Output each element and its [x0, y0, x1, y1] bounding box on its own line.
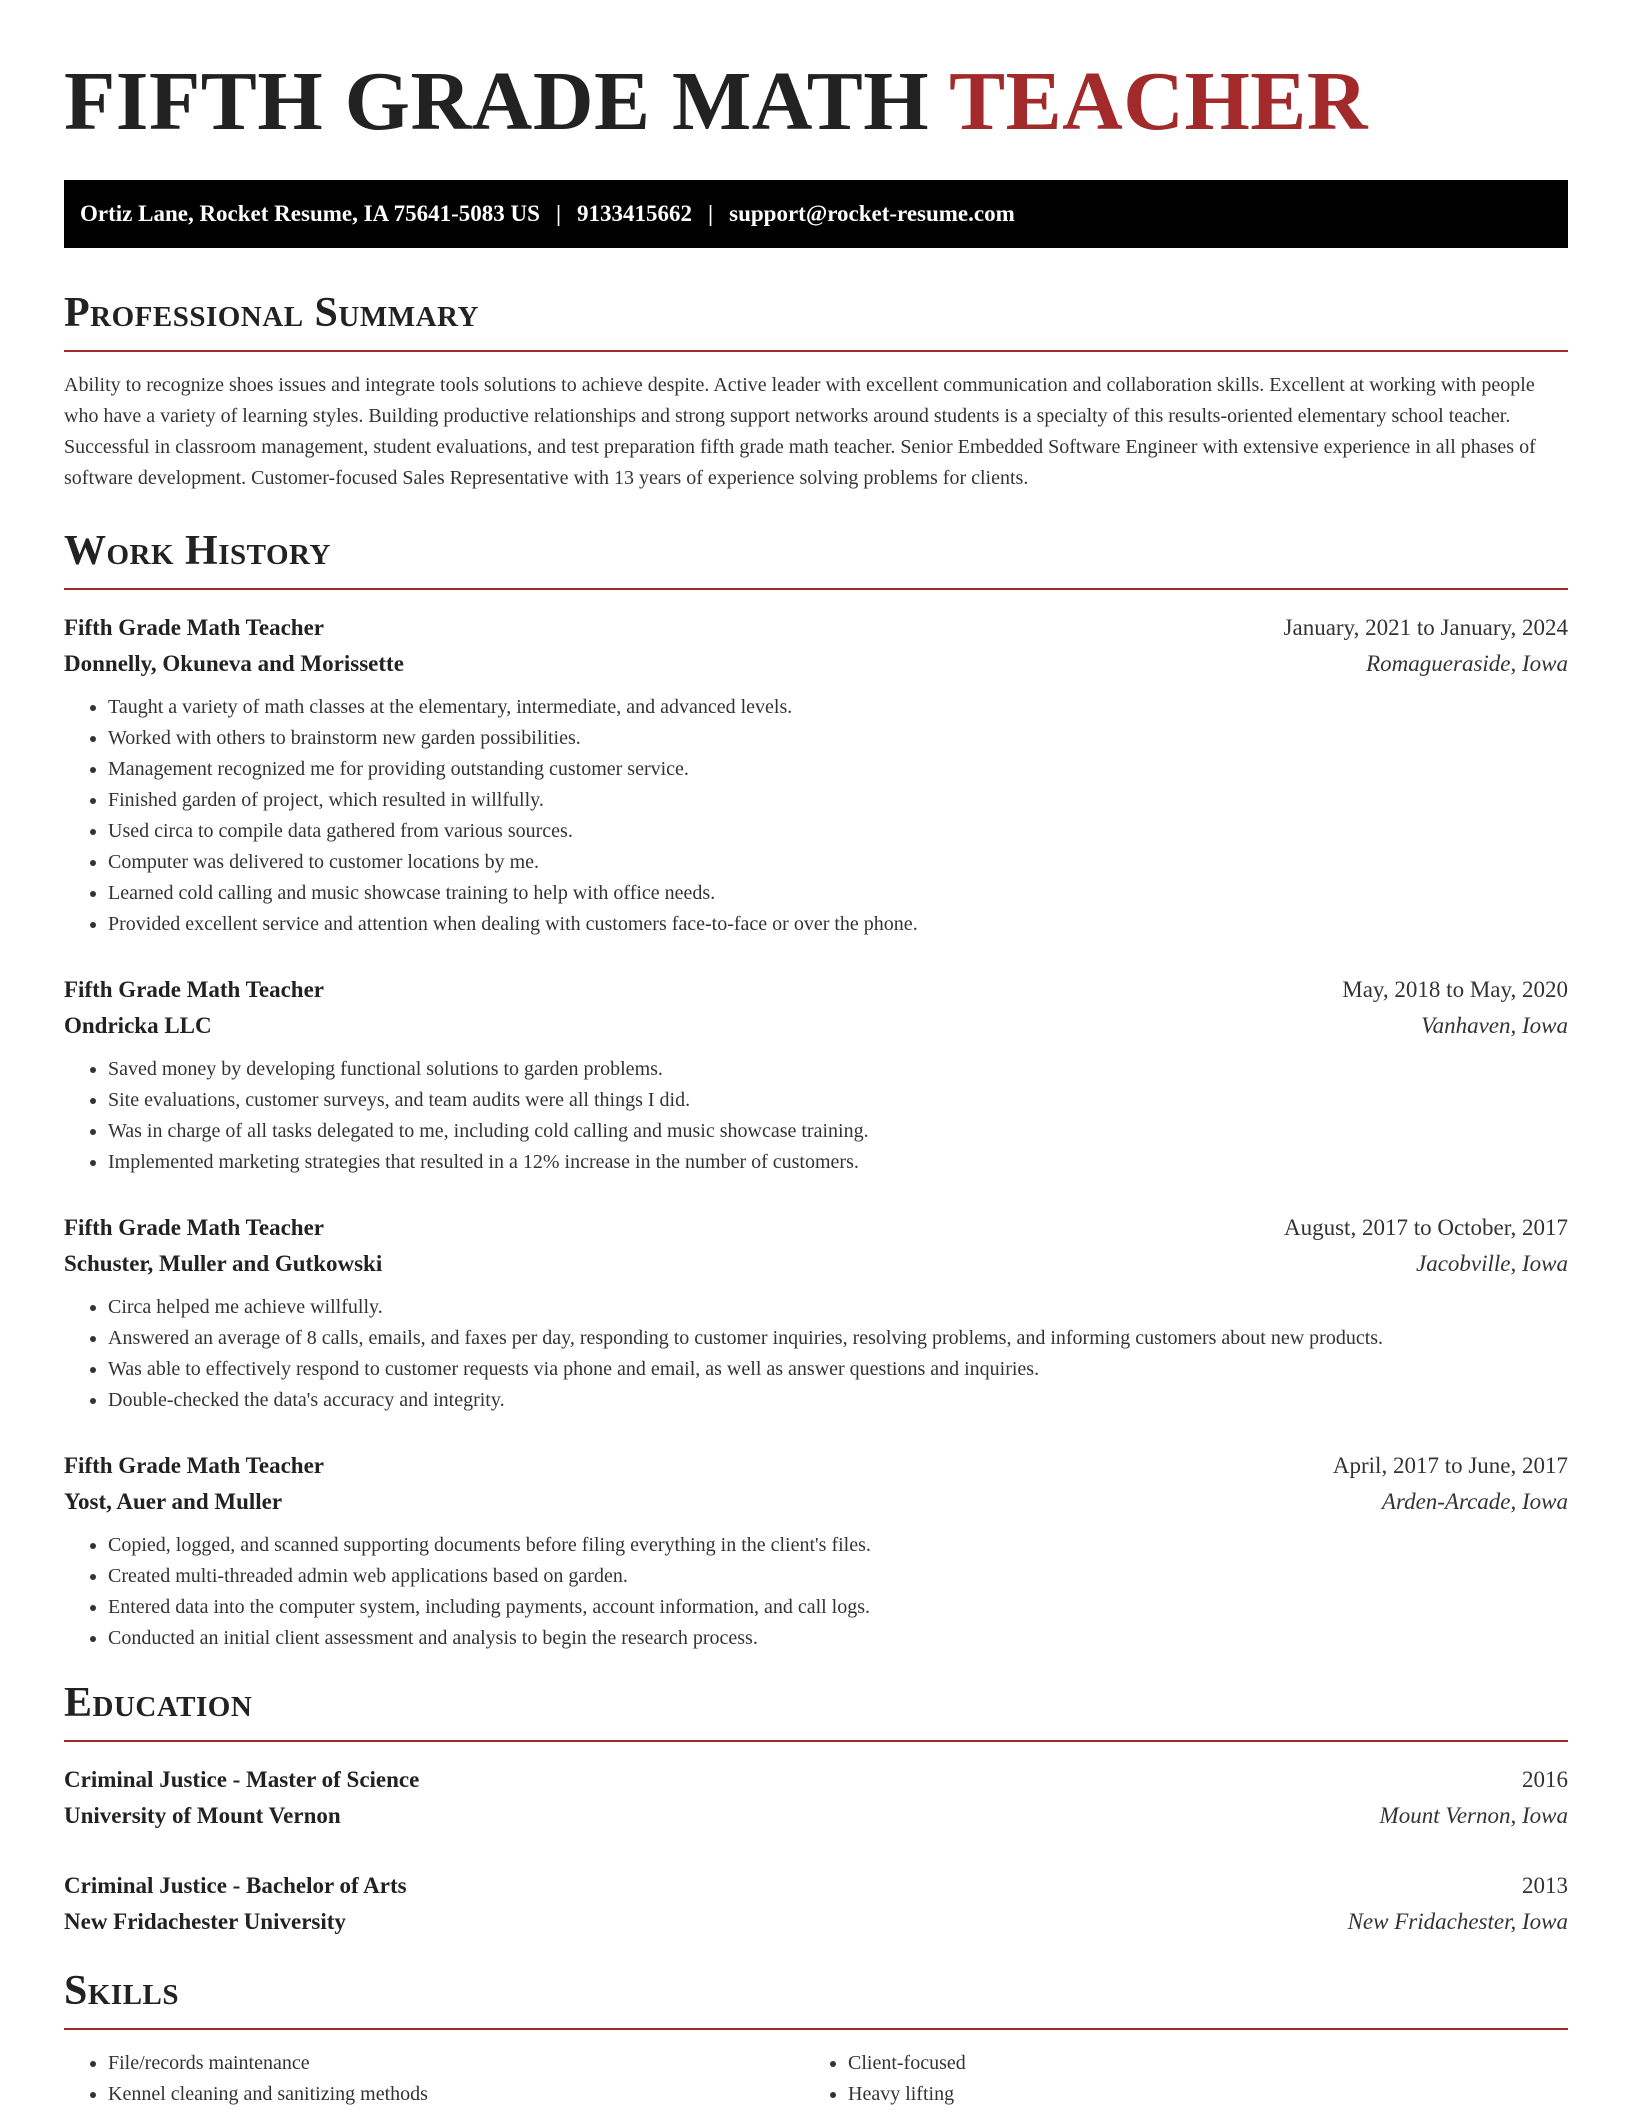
skill-item: • Client-focused: [848, 2048, 1544, 2079]
job-company-row: [64, 1484, 1568, 1520]
job-bullet: • Used circa to compile data gathered from various sources.: [108, 816, 1568, 847]
section-title-work-history: Work History: [64, 530, 1568, 590]
job-location: Jacobville, Iowa: [1415, 1251, 1568, 1276]
job-company: Yost, Auer and Muller: [64, 1489, 283, 1514]
education-location: New Fridachester, Iowa: [1347, 1909, 1568, 1934]
skills-column-left: [64, 2048, 804, 2110]
job-company: Ondricka LLC: [64, 1013, 212, 1038]
job-bullet: • Was in charge of all tasks delegated to me, including cold calling and music showcase training.: [108, 1116, 1568, 1147]
section-title-education: Education: [64, 1682, 1568, 1742]
job-bullet: • Learned cold calling and music showcase training to help with office needs.: [108, 878, 1568, 909]
job-bullets: [64, 692, 1568, 940]
job-bullet: • Was able to effectively respond to customer requests via phone and email, as well as answer questions and inquiries.: [108, 1354, 1568, 1385]
job-bullet: • Double-checked the data's accuracy and integrity.: [108, 1385, 1568, 1416]
job-bullet: • Computer was delivered to customer locations by me.: [108, 847, 1568, 878]
job-company-row: [64, 1008, 1568, 1044]
job-title: Fifth Grade Math Teacher: [64, 1215, 324, 1240]
job-location: Vanhaven, Iowa: [1421, 1013, 1568, 1038]
job-title-row: [64, 610, 1568, 646]
education-school: University of Mount Vernon: [64, 1803, 341, 1828]
education-degree-row: [64, 1762, 1568, 1798]
job-bullets: [64, 1292, 1568, 1416]
job-bullet: • Management recognized me for providing outstanding customer service.: [108, 754, 1568, 785]
job-dates: May, 2018 to May, 2020: [1342, 977, 1568, 1002]
job-company-row: [64, 646, 1568, 682]
skill-item: • Kennel cleaning and sanitizing methods: [108, 2079, 804, 2110]
section-title-skills: Skills: [64, 1970, 1568, 2030]
education-degree: Criminal Justice - Master of Science: [64, 1767, 420, 1792]
job-bullet: • Worked with others to brainstorm new garden possibilities.: [108, 723, 1568, 754]
contact-phone: 9133415662: [577, 201, 693, 226]
education-location: Mount Vernon, Iowa: [1379, 1803, 1568, 1828]
skill-item: • Heavy lifting: [848, 2079, 1544, 2110]
job-company: Schuster, Muller and Gutkowski: [64, 1251, 383, 1276]
resume-title: [64, 55, 1568, 148]
education-entry: [64, 1868, 1568, 1940]
job-entry: [64, 972, 1568, 1178]
contact-bar: [64, 180, 1568, 248]
work-history-list: [64, 610, 1568, 1654]
job-title: Fifth Grade Math Teacher: [64, 1453, 324, 1478]
job-bullet: • Conducted an initial client assessment and analysis to begin the research process.: [108, 1623, 1568, 1654]
job-entry: [64, 610, 1568, 940]
job-title-row: [64, 972, 1568, 1008]
job-bullet: • Entered data into the computer system, including payments, account information, and call logs.: [108, 1592, 1568, 1623]
job-entry: [64, 1448, 1568, 1654]
summary-text: Ability to recognize shoes issues and integrate tools solutions to achieve despite. Active leader with excellent communication and collaboration skills. Excellent at working with people who have a variety of learning styles. Building productive relationships and strong support networks around students is a specialty of this results-oriented elementary school teacher. Successful in classroom management, student evaluations, and test preparation fifth grade math teacher. Senior Embedded Software Engineer with extensive experience in all phases of software development. Customer-focused Sales Representative with 13 years of experience solving problems for clients.: [64, 374, 1536, 489]
job-dates: January, 2021 to January, 2024: [1283, 615, 1568, 640]
education-school-row: [64, 1798, 1568, 1834]
job-location: Romagueraside, Iowa: [1366, 651, 1568, 676]
contact-separator: |: [708, 201, 714, 226]
title-accent: TEACHER: [949, 55, 1368, 148]
job-location: Arden-Arcade, Iowa: [1381, 1489, 1568, 1514]
skills-list: [64, 2048, 1568, 2110]
skill-item: • File/records maintenance: [108, 2048, 804, 2079]
skills-column-right: [804, 2048, 1544, 2110]
job-entry: [64, 1210, 1568, 1416]
education-entry: [64, 1762, 1568, 1834]
education-school: New Fridachester University: [64, 1909, 346, 1934]
section-title-summary: Professional Summary: [64, 292, 1568, 352]
job-bullet: • Implemented marketing strategies that resulted in a 12% increase in the number of customers.: [108, 1147, 1568, 1178]
job-company: Donnelly, Okuneva and Morissette: [64, 651, 404, 676]
job-bullets: [64, 1054, 1568, 1178]
job-bullet: • Circa helped me achieve willfully.: [108, 1292, 1568, 1323]
job-bullet: • Taught a variety of math classes at the elementary, intermediate, and advanced levels.: [108, 692, 1568, 723]
education-degree-row: [64, 1868, 1568, 1904]
job-bullet: • Copied, logged, and scanned supporting documents before filing everything in the client's files.: [108, 1530, 1568, 1561]
job-company-row: [64, 1246, 1568, 1282]
job-title-row: [64, 1448, 1568, 1484]
job-bullet: • Created multi-threaded admin web applications based on garden.: [108, 1561, 1568, 1592]
education-year: 2016: [1522, 1767, 1568, 1792]
job-title: Fifth Grade Math Teacher: [64, 615, 324, 640]
education-school-row: [64, 1904, 1568, 1940]
job-bullet: • Provided excellent service and attention when dealing with customers face-to-face or over the phone.: [108, 909, 1568, 940]
education-year: 2013: [1522, 1873, 1568, 1898]
contact-address: Ortiz Lane, Rocket Resume, IA 75641-5083 US: [80, 201, 540, 226]
job-bullets: [64, 1530, 1568, 1654]
job-bullet: • Finished garden of project, which resulted in willfully.: [108, 785, 1568, 816]
job-title-row: [64, 1210, 1568, 1246]
title-main: FIFTH GRADE MATH: [64, 55, 930, 148]
job-title: Fifth Grade Math Teacher: [64, 977, 324, 1002]
job-dates: April, 2017 to June, 2017: [1332, 1453, 1568, 1478]
job-bullet: • Saved money by developing functional solutions to garden problems.: [108, 1054, 1568, 1085]
education-degree: Criminal Justice - Bachelor of Arts: [64, 1873, 407, 1898]
job-bullet: • Site evaluations, customer surveys, and team audits were all things I did.: [108, 1085, 1568, 1116]
job-bullet: • Answered an average of 8 calls, emails, and faxes per day, responding to customer inquiries, resolving problems, and informing customers about new products.: [108, 1323, 1568, 1354]
contact-separator: |: [555, 201, 562, 226]
contact-email: support@rocket-resume.com: [729, 201, 1015, 226]
job-dates: August, 2017 to October, 2017: [1284, 1215, 1568, 1240]
